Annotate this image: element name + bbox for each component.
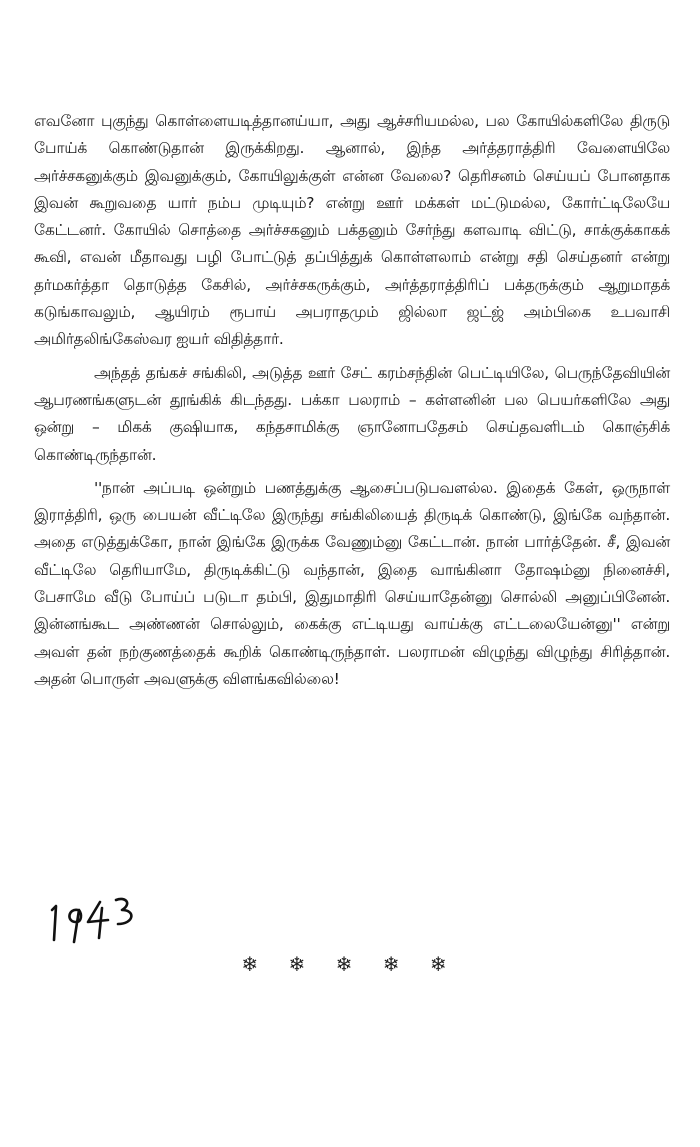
handwritten-year xyxy=(44,888,154,948)
paragraph-3: ''நான் அப்படி ஒன்றும் பணத்துக்கு ஆசைப்படுபவளல்ல. இதைக் கேள், ஒருநாள் இராத்திரி, ஒரு பையன் வீட்டிலே இருந்து சங்கிலியைத் திருடிக் கொண்டு, இங்கே வந்தான். அதை எடுத்துக்கோ, நான் இங்கே இருக்க வேணும்னு கேட்டான். நான் பார்த்தேன். சீ, இவன் வீட்டிலே தெரியாமே, திருடிக்கிட்டு வந்தான், இதை வாங்கினா தோஷம்னு நினைச்சி, பேசாமே வீடு போய்ப் படுடா தம்பி, இதுமாதிரி செய்யாதேன்னு சொல்லி அனுப்பினேன். இன்னங்கூட அண்ணன் சொல்லும், கைக்கு எட்டியது வாய்க்கு எட்டலையேன்னு'' என்று அவள் தன் நற்குணத்தைக் கூறிக் கொண்டிருந்தாள். பலராமன் விழுந்து விழுந்து சிரித்தான். அதன் பொருள் அவளுக்கு விளங்கவில்லை! xyxy=(34,478,670,688)
handwritten-year-drawing xyxy=(44,888,154,948)
body-text xyxy=(34,108,670,693)
paragraph-2: அந்தத் தங்கச் சங்கிலி, அடுத்த ஊர் சேட் கரம்சந்தின் பெட்டியிலே, பெருந்தேவியின் ஆபரணங்களுடன் தூங்கிக் கிடந்தது. பக்கா பலராம் – கள்ளனின் பல பெயர்களிலே அது ஒன்று – மிகக் குஷியாக, கந்தசாமிக்கு ஞானோபதேசம் செய்தவளிடம் கொஞ்சிக் கொண்டிருந்தான். xyxy=(34,363,670,464)
paragraph-1: எவனோ புகுந்து கொள்ளையடித்தானய்யா, அது ஆச்சரியமல்ல, பல கோயில்களிலே திருடு போய்க் கொண்டுதான் இருக்கிறது. ஆனால், இந்த அர்த்தராத்திரி வேளையிலே அர்ச்சகனுக்கும் இவனுக்கும், கோயிலுக்குள் என்ன வேலை? தெரிசனம் செய்யப் போனதாக இவன் கூறுவதை யார் நம்ப முடியும்? என்று ஊர் மக்கள் மட்டுமல்ல, கோர்ட்டிலேயே கேட்டனர். கோயில் சொத்தை அர்ச்சகனும் பக்தனும் சேர்ந்து களவாடி விட்டு, சாக்குக்காகக் கூவி, எவன் மீதாவது பழி போட்டுத் தப்பித்துக் கொள்ளலாம் என்று சதி செய்தனர் என்று தர்மகர்த்தா தொடுத்த கேசில், அர்ச்சகருக்கும், அர்த்தராத்திரிப் பக்தருக்கும் ஆறுமாதக் கடுங்காவலும், ஆயிரம் ரூபாய் அபராதமும் ஜில்லா ஜட்ஜ் அம்பிகை உபவாசி அமிர்தலிங்கேஸ்வர ஐயர் விதித்தார். xyxy=(34,112,670,349)
section-ornament: ❄ ❄ ❄ ❄ ❄ xyxy=(241,952,459,976)
